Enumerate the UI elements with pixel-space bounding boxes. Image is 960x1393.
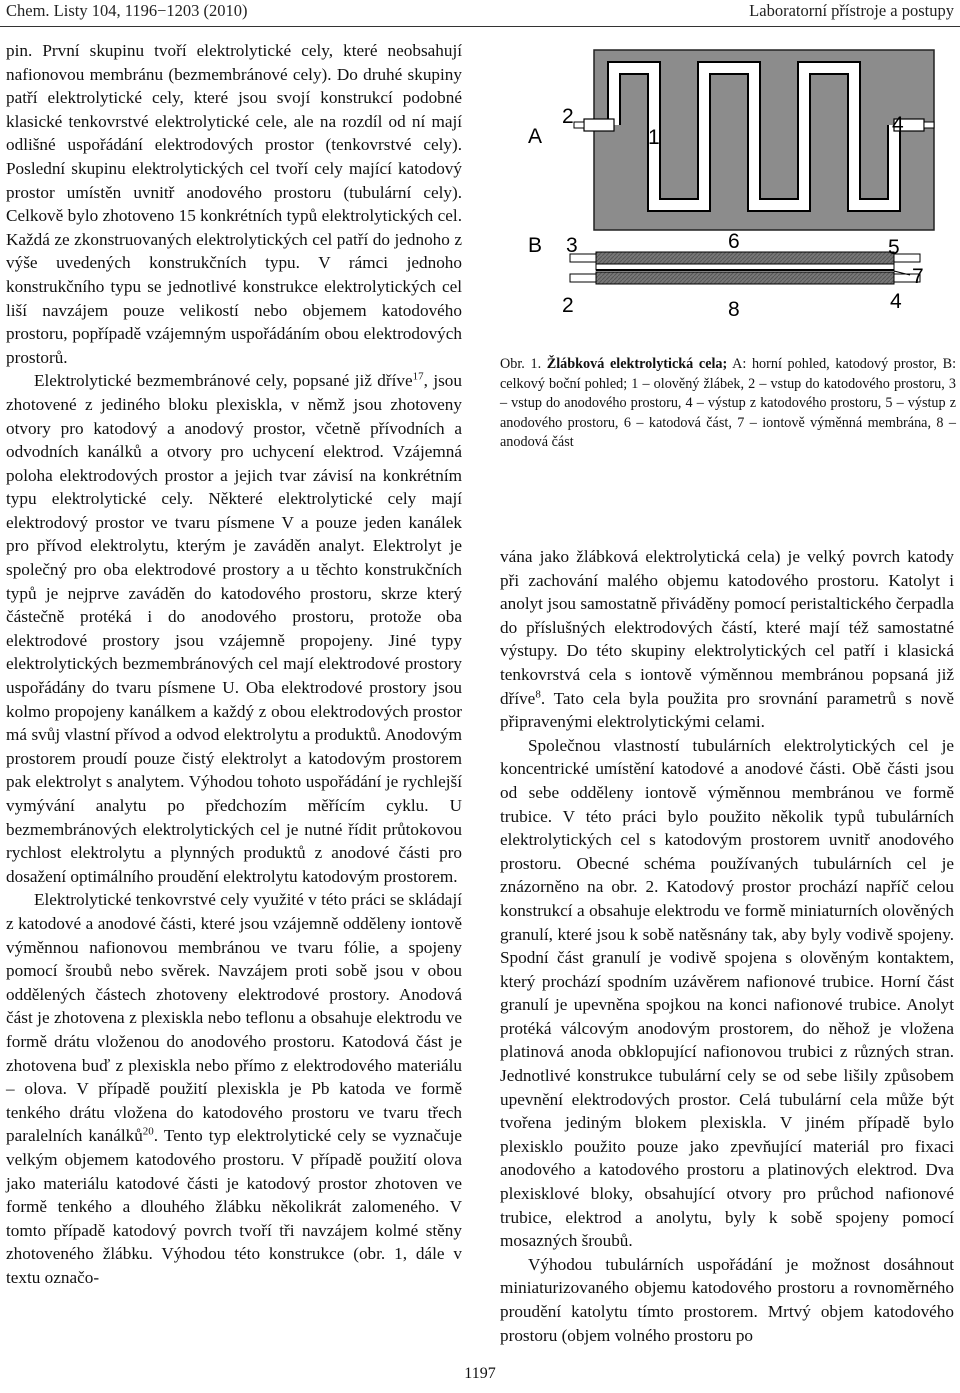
paragraph: vána jako žlábková elektrolytická cela) je velký povrch katody při zachování malého objemu katodového prostoru. Katolyt i anolyt jsou samostatně přiváděny pomocí peristaltického čerpadla do příslušných elektrodových částí, které mají též samostatné výstupy. Do této skupiny elektrolytických cel patří i klasická tenkovrstvá cela s iontově výměnnou membránou popsaná již dříve$^8$. Tato cela byla použita pro srovnání parametrů s nově připravenými elektrolytickými celami. [500,547,954,732]
paragraph: Elektrolytické tenkovrstvé cely využité v této práci se skládají z katodové a anodové části, které jsou vzájemně odděleny iontově výměnnou nafionovou membránou ve tvaru fólie, a spojeny pomocí šroubů nebo svěrek. Navzájem proti sobě jsou v obou oddělených částech zhotoveny elektrodové prostory. Anodová část je zhotovena z plexiskla nebo teflonu a obsahuje elektrodu ve formě drátu vloženou do anodového prostoru. Katodová část je zhotovena buď z plexiskla nebo přímo z elektrodového materiálu – olova. V případě použití plexiskla je Pb katoda ve formě tenkého drátu vložena do katodového prostoru ve tvaru třech paralelních kanálků$^{20}$. Tento typ elektrolytické cely se vyznačuje velkým objemem katodového prostoru. V případě použití olova jako materiálu katodové části je katodový prostor zhotoven ve formě tenkého a dlouhého žlábku několikrát zalomeného. V tomto případě katodový povrch tvoří tři navzájem kolmé stěny zhotoveného žlábku. Výhodou této konstrukce (obr. 1, dále v textu označo- [6,890,462,1287]
caption-title: Žlábková elektrolytická cela; [546,356,728,372]
figure-caption [500,355,956,453]
side-view [570,252,920,284]
paragraph: Výhodou tubulárních uspořádání je možnost dosáhnout miniaturizovaného objemu katodového prostoru a rovnoměrného proudění katolytu tímto prostorem. Mrtvý objem katodového prostoru (objem volného prostoru po [500,1254,954,1345]
label-b: B [528,234,543,257]
label-outlet-anode: 5 [888,236,900,259]
paragraph: Elektrolytické bezmembránové cely, popsané již dříve$^{17}$, jsou zhotovené z jediného bloku plexiskla, v němž jsou zhotoveny otvory pro katodový a anodový prostor, včetně přívodních a odvodních kanálků a otvory pro uchycení elektrod. Vzájemná poloha elektrodových prostor a jejich tvar závisí na konkrétním typu elektrolytické cely. Některé elektrolytické cely mají elektrodový prostor ve tvaru písmene V a pouze jeden kanálek pro přívod elektrolytu, kterým je zaváděn analyt. Elektrolyt je společný pro oba elektrodové prostory a u těchto konstrukčních typů je nejprve zaváděn do katodového prostoru, skrze který částečně protéká i do anodového prostoru, protože oba elektrodové prostory jsou vzájemně propojeny. Jiné typy elektrolytických bezmembránových cel mají elektrodové prostory uspořádány do tvaru písmene U. Oba elektrodové prostory jsou kolmo propojeny kanálkem a každý z obou elektrodových prostor má svůj vlastní přívod a odvod elektrolytu a produktů. Anodovým prostorem proudí pouze čistý elektrolyt a katodovým prostorem pak elektrolyt s analytem. Výhodou tohoto uspořádání je rychlejší vymývání analytu po předchozím měřícím cyklu. U bezmembránových elektrolytických cel je nutné řídit průtokovou rychlost elektrolytu a plynných produktů z anodové části pro dosažení optimálního proudění elektrolytu katodovým prostorem. [6,370,462,886]
cell-diagram [514,40,954,350]
caption-text: A: horní pohled, katodový prostor, B: celkový boční pohled; 1 – olověný žlábek, 2 – vstup do katodového prostoru, 3 – vstup do anodového prostoru, 4 – výstup z katodového prostoru, 5 – výstup z anodového prostoru, 6 – katodová část, 7 – iontově výměnná membrána, 8 – anodová část [500,356,957,451]
label-inlet-cathode: 2 [562,105,574,128]
journal-citation: Chem. Listy 104, 1196−1203 (2010) [6,1,248,20]
label-outlet-cathode: 4 [892,113,904,136]
left-column [6,39,462,1289]
label-inlet-anode: 3 [566,234,578,257]
section-title: Laboratorní přístroje a postupy [749,1,954,20]
reference-17: 17 [412,370,424,383]
figure-electrolytic-cell [514,40,954,350]
page-number: 1197 [464,1365,496,1382]
label-lead-channel: 1 [648,126,660,149]
paragraph: pin. První skupinu tvoří elektrolytické cely, které neobsahují nafionovou membránu (bezmembránové cely). Do druhé skupiny patří elektrolytické cely, které jsou svojí konstrukcí podobné klasické tenkovrstvé elektrolytické cele, ale na rozdíl od ní mají odlišné uspořádání elektrodových prostor (tenkovrstvé cely). Poslední skupinu elektrolytických cel tvoří cely mající katodový prostor umístěn uvnitř anodového prostoru (tubulární cely). Celkově bylo zhotoveno 15 konkrétních typů elektrolytických cel. Každá ze zkonstruovaných elektrolytických cel patří do jednoho z výše uvedených konstrukčních typu. V rámci jednoho konstrukčního typu se jednotlivé konstrukce elektrolytických cel liší navzájem pouze velikostí nebo objemem katodového prostoru, popřípadě vzájemným uspořádáním obou elektrodových prostorů. [6,41,462,367]
label-outlet-cathode-side: 4 [890,290,902,313]
paragraph: Společnou vlastností tubulárních elektrolytických cel je koncentrické umístění katodové a anodové části. Obě části jsou od sebe odděleny iontově výměnnou membránou ve formě trubice. V této práci bylo použito několik typů tubulárních elektrolytických cel s katodovým prostorem uvnitř anodového prostoru. Obecné schéma používaných tubulárních cel je znázorněno na obr. 2. Katodový prostor prochází napříč celou konstrukcí a obsahuje elektrodu ve formě miniaturních olověných granulí, které jsou k sobě natěsnány tak, aby byly vodivě spojeny. Spodní část granulí je vodivě spojena s olověným kontaktem, který prochází spodním uzávěrem nafionové trubice. Horní část granulí je upevněna spojkou na konci nafionové trubice. Anolyt protéká válcovým anodovým prostorem, do něhož je vložena platinová anoda obklopující nafionovou trubici z různých stran. Jednotlivé konstrukce tubulární cely se od sebe lišily způsobem upevnění elektrodových prostor. Celá tubulární cela může být tvořena jediným blokem plexiskla. V jiném případě bylo plexisklo použito pouze jako zpevňující materiál pro fixaci anodového a katodového prostoru a platinových elektrod. Dva plexisklové bloky, obsahující otvory pro průchod nafionové trubice, elektrod a anolytu, byly k sobě spojeny pomocí mosazných šroubů. [500,735,954,1251]
label-cathode-part: 6 [728,230,740,253]
right-column [500,545,954,1347]
label-membrane: 7 [912,265,924,288]
label-anode-part: 8 [728,298,740,321]
running-header [0,0,960,27]
top-view [574,50,934,230]
caption-number: Obr. 1. [500,356,542,372]
label-inlet-cathode-side: 2 [562,294,574,317]
reference-20: 20 [142,1125,154,1138]
reference-8: 8 [535,687,541,700]
label-a: A [528,125,543,148]
